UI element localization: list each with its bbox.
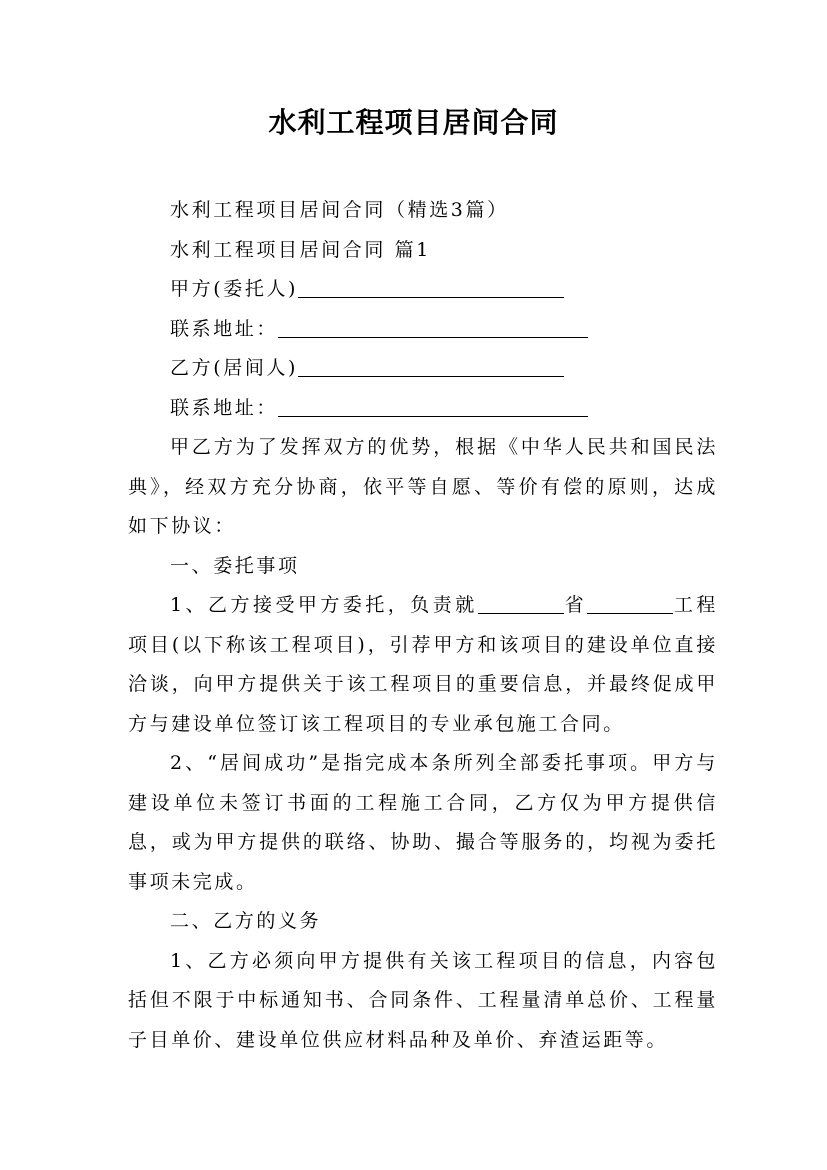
- party-a-blank: [298, 275, 564, 298]
- clause-1-2: 2、“居间成功”是指完成本条所列全部委托事项。甲方与建设单位未签订书面的工程施工合同，乙方仅为甲方提供信息，或为甲方提供的联络、协助、撮合等服务的，均视为委托事项未完成。: [128, 752, 718, 893]
- party-b-line: [128, 349, 718, 389]
- part-heading: 水利工程项目居间合同 篇1: [170, 238, 431, 261]
- party-a-line: [128, 270, 718, 310]
- clause-1-1-part-c: 工程项目(以下称该工程项目)，引荐甲方和该项目的建设单位直接洽谈，向甲方提供关于该工程项目的重要信息，并最终促成甲方与建设单位签订该工程项目的专业承包施工合同。: [128, 594, 718, 735]
- contact-address-blank-2: [278, 394, 588, 417]
- section1-heading: 一、委托事项: [170, 554, 300, 577]
- contact-address-line-1: [128, 310, 718, 350]
- clause-1-1-part-b: 省: [563, 594, 588, 616]
- subtitle: 水利工程项目居间合同（精选3篇）: [170, 199, 509, 221]
- party-b-blank: [298, 354, 564, 377]
- province-blank: [478, 591, 564, 614]
- intro-paragraph: 甲乙方为了发挥双方的优势，根据《中华人民共和国民法典》，经双方充分协商，依平等自愿、等价有偿的原则，达成如下协议：: [128, 436, 718, 537]
- party-a-label: 甲方(委托人): [170, 278, 299, 300]
- document-body: [128, 191, 718, 1060]
- contact-address-label-1: 联系地址：: [170, 317, 279, 340]
- clause-1-1-part-a: 1、乙方接受甲方委托，负责就: [170, 594, 478, 616]
- clause-2-1: 1、乙方必须向甲方提供有关该工程项目的信息，内容包括但不限于中标通知书、合同条件、工程量清单总价、工程量子目单价、建设单位供应材料品种及单价、弃渣运距等。: [128, 949, 718, 1051]
- project-name-blank: [587, 591, 673, 614]
- clause-1-1: [128, 586, 718, 744]
- document-title: 水利工程项目居间合同: [268, 106, 559, 139]
- section2-heading: 二、乙方的义务: [170, 910, 322, 932]
- party-b-label: 乙方(居间人): [170, 357, 299, 379]
- contact-address-label-2: 联系地址：: [170, 396, 279, 419]
- contact-address-blank-1: [278, 315, 588, 338]
- contact-address-line-2: [128, 389, 718, 429]
